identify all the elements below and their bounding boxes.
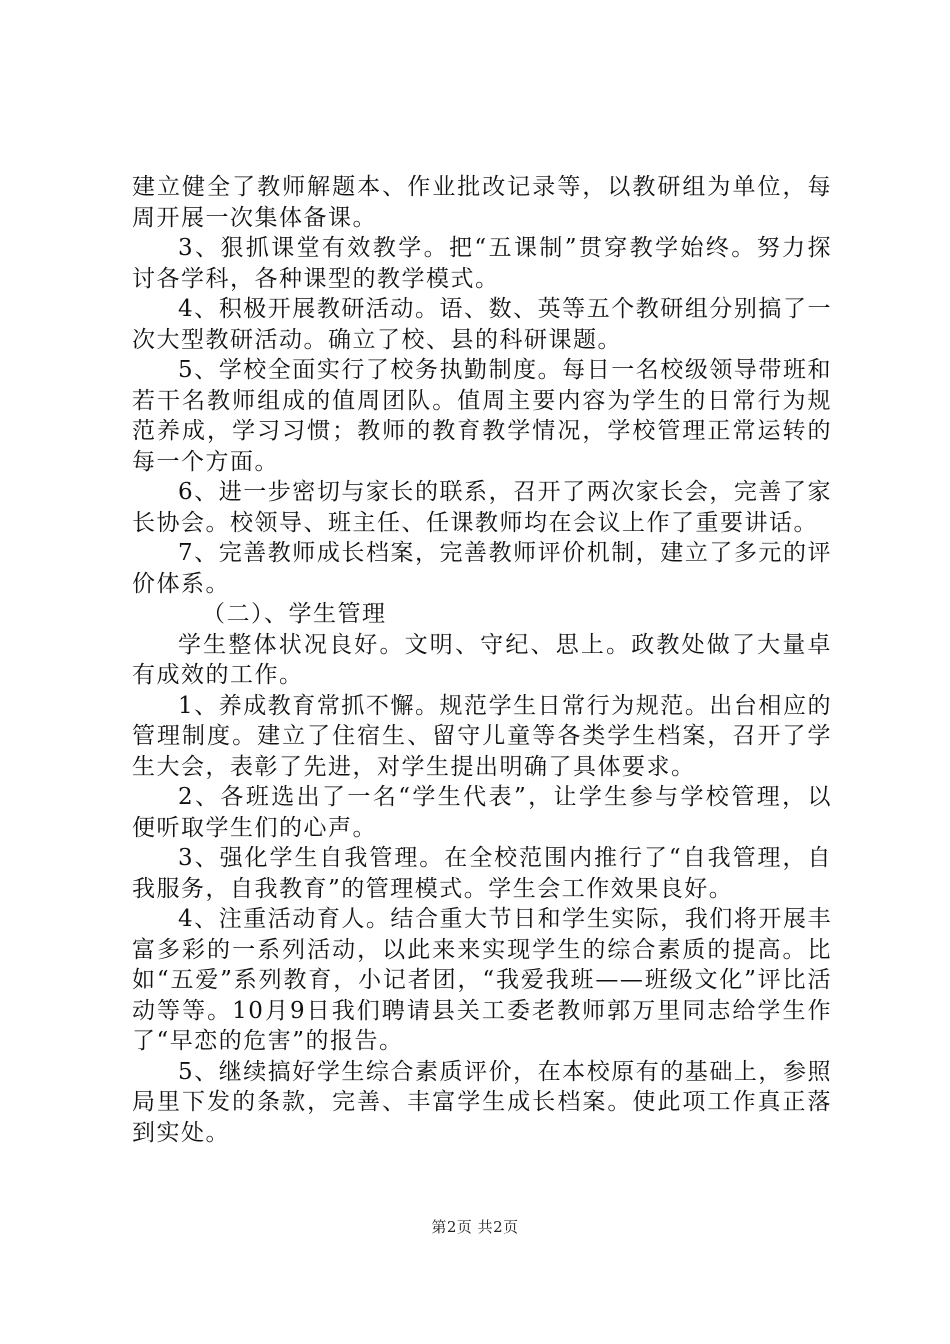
paragraph-student-item-2: 2、各班选出了一名“学生代表”，让学生参与学校管理，以便听取学生们的心声。 bbox=[132, 784, 832, 841]
paragraph-item-4: 4、积极开展教研活动。语、数、英等五个教研组分别搞了一次大型教研活动。确立了校、县的科研课题。 bbox=[132, 296, 832, 353]
page-footer: 第2页 共2页 bbox=[431, 1218, 519, 1236]
paragraph-item-5: 5、学校全面实行了校务执勤制度。每日一名校级领导带班和若干名教师组成的值周团队。值周主要内容为学生的日常行为规范养成，学习习惯；教师的教育教学情况，学校管理正常运转的每一个方面。 bbox=[132, 357, 832, 475]
paragraph-student-item-3: 3、强化学生自我管理。在全校范围内推行了“自我管理，自我服务，自我教育”的管理模式。学生会工作效果良好。 bbox=[132, 845, 832, 902]
section-heading-student-management: （二）、学生管理 bbox=[202, 601, 387, 627]
paragraph-student-overview: 学生整体状况良好。文明、守纪、思上。政教处做了大量卓有成效的工作。 bbox=[132, 631, 832, 688]
paragraph-student-item-4: 4、注重活动育人。结合重大节日和学生实际，我们将开展丰富多彩的一系列活动，以此来来实现学生的综合素质的提高。比如“五爱”系列教育，小记者团，“我爱我班——班级文化”评比活动等等。10月9日我们聘请县关工委老教师郭万里同志给学生作了“早恋的危害”的报告。 bbox=[132, 906, 832, 1054]
paragraph-item-6: 6、进一步密切与家长的联系，召开了两次家长会，完善了家长协会。校领导、班主任、任课教师均在会议上作了重要讲话。 bbox=[132, 479, 832, 536]
paragraph-item-7: 7、完善教师成长档案，完善教师评价机制，建立了多元的评价体系。 bbox=[132, 540, 832, 597]
paragraph-item-3: 3、狠抓课堂有效教学。把“五课制”贯穿教学始终。努力探讨各学科，各种课型的教学模式。 bbox=[132, 235, 832, 292]
paragraph-student-item-1: 1、养成教育常抓不懈。规范学生日常行为规范。出台相应的管理制度。建立了住宿生、留守儿童等各类学生档案，召开了学生大会，表彰了先进，对学生提出明确了具体要求。 bbox=[132, 692, 832, 780]
document-body bbox=[132, 172, 832, 1148]
paragraph-continuation: 建立健全了教师解题本、作业批改记录等，以教研组为单位，每周开展一次集体备课。 bbox=[132, 174, 832, 231]
paragraph-student-item-5: 5、继续搞好学生综合素质评价，在本校原有的基础上，参照局里下发的条款，完善、丰富学生成长档案。使此项工作真正落到实处。 bbox=[132, 1058, 832, 1146]
